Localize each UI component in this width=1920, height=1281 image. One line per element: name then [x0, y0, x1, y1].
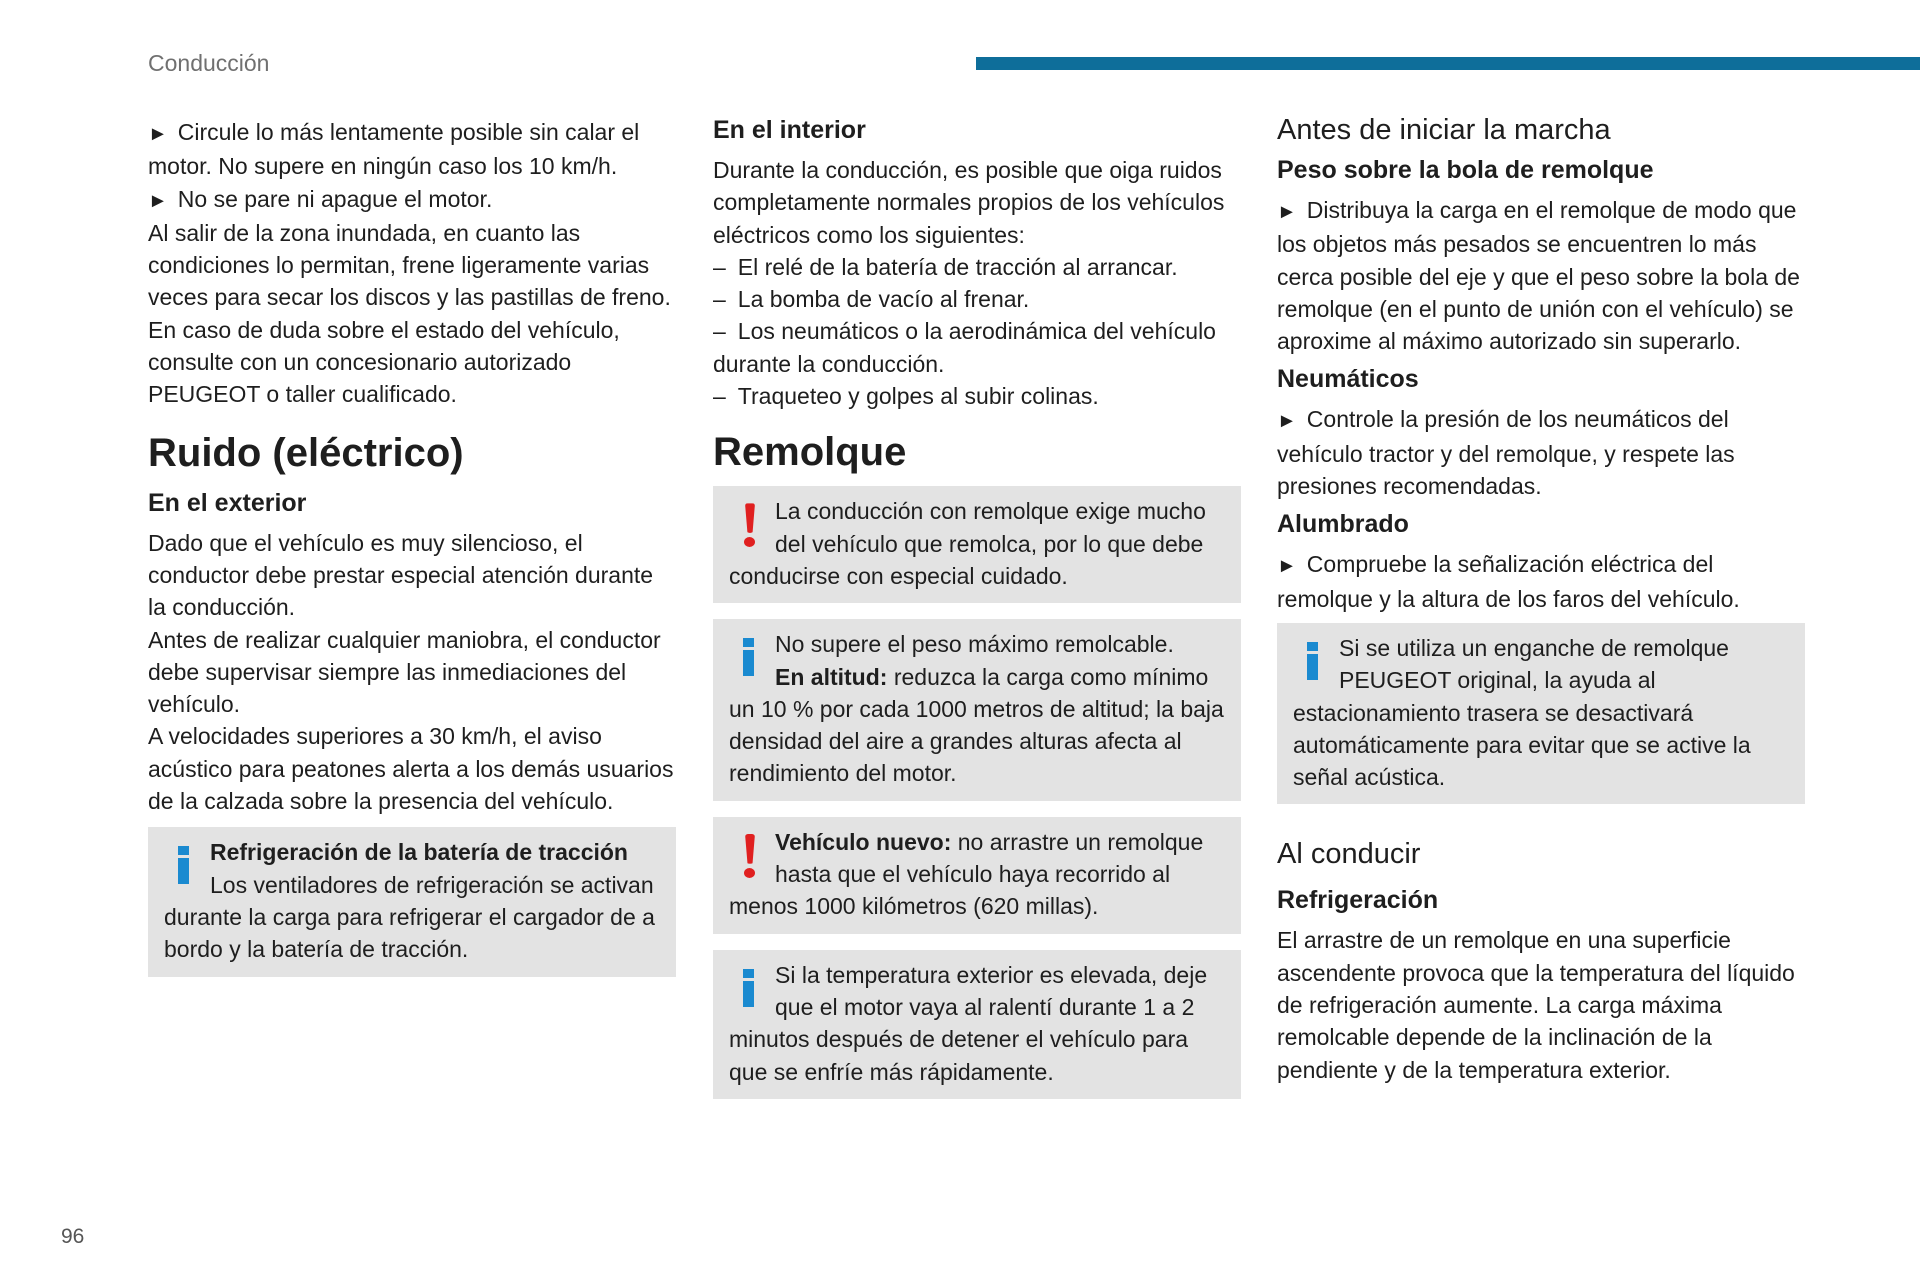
info-note-refrigeracion — [148, 827, 676, 976]
info-note-enganche — [1277, 623, 1805, 804]
heading-antes: Antes de iniciar la marcha — [1277, 114, 1611, 146]
info-icon — [729, 959, 775, 1017]
paragraph: Dado que el vehículo es muy silencioso, el conductor debe prestar especial atención durante la conducción. — [148, 529, 654, 621]
dash-item: – El relé de la batería de tracción al arrancar. — [713, 251, 1241, 283]
bullet-item: ► Distribuya la carga en el remolque de modo que los objetos más pesados se encuentren lo más cerca posible del eje y que el peso sobre la bola de remolque (en el punto de unión con el vehículo) se aproxime al máximo autorizado sin superarlo. — [1277, 194, 1805, 357]
dash-item: – Traqueteo y golpes al subir colinas. — [713, 380, 1241, 412]
info-note-temperatura — [713, 950, 1241, 1099]
subheading-alumbrado: Alumbrado — [1277, 510, 1409, 539]
note-bold: Vehículo nuevo: — [775, 828, 952, 855]
info-icon — [164, 836, 210, 894]
bullet-item: ► No se pare ni apague el motor. — [148, 183, 676, 217]
warning-icon — [729, 495, 775, 553]
bullet-item: ► Controle la presión de los neumáticos del vehículo tractor y del remolque, y respete las presiones recomendadas. — [1277, 403, 1805, 502]
page-number: 96 — [61, 1225, 85, 1248]
header-bar — [976, 57, 1920, 70]
note-text: Si la temperatura exterior es elevada, deje que el motor vaya al ralentí durante 1 a 2 minutos después de detener el vehículo para que se enfríe más rápidamente. — [729, 961, 1208, 1085]
note-text: No supere el peso máximo remolcable. — [775, 631, 1174, 658]
note-bold: En altitud: — [775, 663, 888, 690]
dash-item: – La bomba de vacío al frenar. — [713, 283, 1241, 315]
dash-item: – Los neumáticos o la aerodinámica del vehículo durante la conducción. — [713, 315, 1241, 380]
note-text: La conducción con remolque exige mucho del vehículo que remolca, por lo que debe conducirse con especial cuidado. — [729, 498, 1206, 589]
paragraph: En caso de duda sobre el estado del vehículo, consulte con un concesionario autorizado PEUGEOT o taller cualificado. — [148, 316, 620, 408]
column-2 — [713, 116, 1241, 1115]
bullet-item: ► Circule lo más lentamente posible sin calar el motor. No supere en ningún caso los 10 km/h. — [148, 116, 676, 183]
info-icon — [729, 628, 775, 686]
warning-note-vehiculo-nuevo — [713, 817, 1241, 934]
column-3 — [1277, 116, 1805, 1086]
paragraph: Antes de realizar cualquier maniobra, el conductor debe supervisar siempre las inmediaciones del vehículo. — [148, 626, 661, 718]
section-title-remolque: Remolque — [713, 430, 907, 475]
subheading-refrigeracion: Refrigeración — [1277, 886, 1439, 915]
paragraph: Durante la conducción, es posible que oiga ruidos completamente normales propios de los vehículos eléctricos como los siguientes: — [713, 157, 1225, 248]
paragraph: El arrastre de un remolque en una superficie ascendente provoca que la temperatura del líquido de refrigeración aumente. La carga máxima remolcable depende de la inclinación de la pendiente y de la temperatura exterior. — [1277, 927, 1795, 1083]
warning-note-remolque — [713, 486, 1241, 603]
note-title: Refrigeración de la batería de tracción — [210, 839, 628, 866]
subheading-peso: Peso sobre la bola de remolque — [1277, 156, 1654, 184]
note-text: no arrastre un remolque hasta que el vehículo haya recorrido al menos 1000 kilómetros (620 millas). — [729, 828, 1204, 920]
header-title: Conducción — [148, 50, 270, 76]
info-icon — [1293, 632, 1339, 690]
info-note-peso — [713, 619, 1241, 800]
subheading-exterior: En el exterior — [148, 488, 307, 517]
subheading-interior: En el interior — [713, 116, 866, 144]
column-1 — [148, 116, 676, 993]
note-text: Los ventiladores de refrigeración se activan durante la carga para refrigerar el cargador de a bordo y la batería de tracción. — [164, 871, 655, 963]
heading-al-conducir: Al conducir — [1277, 838, 1421, 871]
note-text: reduzca la carga como mínimo un 10 % por cada 1000 metros de altitud; la baja densidad del aire a grandes alturas afecta al rendimiento del motor. — [729, 663, 1224, 787]
paragraph: Al salir de la zona inundada, en cuanto las condiciones lo permitan, frene ligeramente varias veces para secar los discos y las pastillas de freno. — [148, 219, 671, 311]
note-text: Si se utiliza un enganche de remolque PEUGEOT original, la ayuda al estacionamiento trasera se desactivará automáticamente para evitar que se active la señal acústica. — [1293, 634, 1751, 791]
warning-icon — [729, 826, 775, 884]
paragraph: A velocidades superiores a 30 km/h, el aviso acústico para peatones alerta a los demás usuarios de la calzada sobre la presencia del vehículo. — [148, 723, 674, 815]
bullet-item: ► Compruebe la señalización eléctrica del remolque y la altura de los faros del vehículo. — [1277, 548, 1805, 615]
section-title-ruido: Ruido (eléctrico) — [148, 430, 464, 475]
subheading-neumaticos: Neumáticos — [1277, 365, 1419, 394]
